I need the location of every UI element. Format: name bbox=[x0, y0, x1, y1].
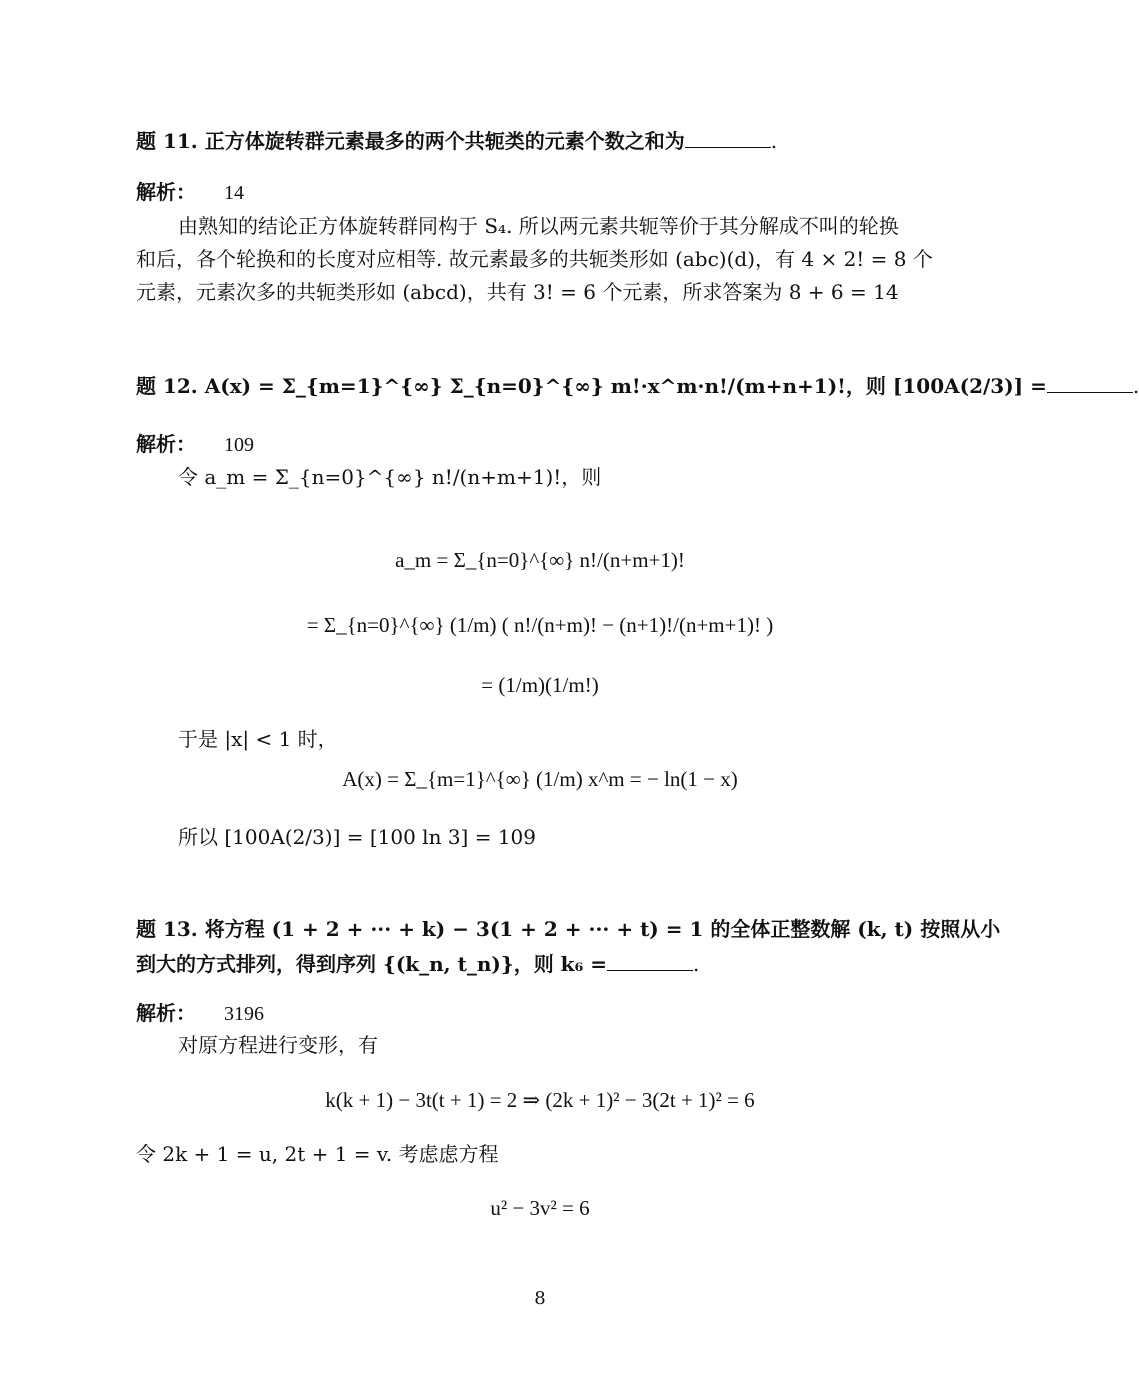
answer-value: 3196 bbox=[224, 1003, 264, 1025]
question-end: . bbox=[1132, 374, 1139, 398]
equation-A-x: A(x) = Σ_{m=1}^{∞} (1/m) x^m = − ln(1 − x) bbox=[342, 767, 738, 791]
equation-a-m-telescoping: = Σ_{n=0}^{∞} (1/m) ( n!/(n+m)! − (n+1)!/(n+m+1)! ) bbox=[306, 613, 774, 637]
answer-blank bbox=[685, 129, 771, 148]
problem-13-solution-intro: 对原方程进行变形，有 bbox=[178, 1033, 378, 1057]
question-text: 题 13. 将方程 (1 + 2 + ··· + k) − 3(1 + 2 + ··· + t) = 1 的全体正整数解 (k, t) 按照从小 bbox=[136, 917, 1001, 941]
answer-blank bbox=[607, 952, 693, 971]
problem-12-conclusion: 所以 [100A(2/3)] = [100 ln 3] = 109 bbox=[178, 825, 536, 849]
answer-value: 14 bbox=[224, 182, 244, 204]
problem-11-solution-line-3: 元素，元素次多的共轭类形如 (abcd)，共有 3! = 6 个元素，所求答案为 8 + 6 = 14 bbox=[136, 280, 899, 304]
problem-12-condition: 于是 |x| < 1 时， bbox=[178, 727, 338, 751]
page-number: 8 bbox=[534, 1288, 546, 1309]
answer-blank bbox=[1047, 374, 1133, 393]
question-text: 到大的方式排列，得到序列 {(k_n, t_n)}，则 k₆ = bbox=[136, 952, 608, 976]
question-text: 题 11. 正方体旋转群元素最多的两个共轭类的元素个数之和为 bbox=[136, 129, 685, 153]
problem-13-question-line-1 bbox=[136, 915, 1000, 943]
problem-13-answer bbox=[136, 999, 264, 1028]
problem-11-answer bbox=[136, 178, 244, 207]
question-end: . bbox=[693, 952, 700, 976]
problem-11-question bbox=[136, 127, 777, 155]
problem-12-let: 令 a_m = Σ_{n=0}^{∞} n!/(n+m+1)!，则 bbox=[178, 465, 602, 489]
problem-12-question bbox=[136, 372, 1139, 400]
equation-transformed: k(k + 1) − 3t(t + 1) = 2 ⇒ (2k + 1)² − 3(2t + 1)² = 6 bbox=[325, 1088, 755, 1112]
problem-13-question-line-2 bbox=[136, 950, 699, 978]
problem-13-substitution: 令 2k + 1 = u, 2t + 1 = v. 考虑虑方程 bbox=[136, 1142, 499, 1166]
equation-pell: u² − 3v² = 6 bbox=[490, 1196, 590, 1220]
problem-11-solution-line-2: 和后，各个轮换和的长度对应相等. 故元素最多的共轭类形如 (abc)(d)，有 4 × 2! = 8 个 bbox=[136, 247, 933, 271]
question-text: 题 12. A(x) = Σ_{m=1}^{∞} Σ_{n=0}^{∞} m!·x^m·n!/(m+n+1)!，则 [100A(2/3)] = bbox=[136, 374, 1047, 398]
question-end: . bbox=[770, 129, 778, 153]
equation-a-m-def: a_m = Σ_{n=0}^{∞} n!/(n+m+1)! bbox=[395, 548, 685, 572]
solution-label: 解析： bbox=[136, 432, 196, 456]
problem-11-solution-line-1: 由熟知的结论正方体旋转群同构于 S₄. 所以两元素共轭等价于其分解成不叫的轮换 bbox=[178, 214, 899, 238]
solution-label: 解析： bbox=[136, 180, 196, 204]
answer-value: 109 bbox=[224, 434, 254, 456]
problem-12-answer bbox=[136, 430, 254, 459]
solution-label: 解析： bbox=[136, 1001, 196, 1025]
equation-a-m-result: = (1/m)(1/m!) bbox=[481, 673, 599, 697]
